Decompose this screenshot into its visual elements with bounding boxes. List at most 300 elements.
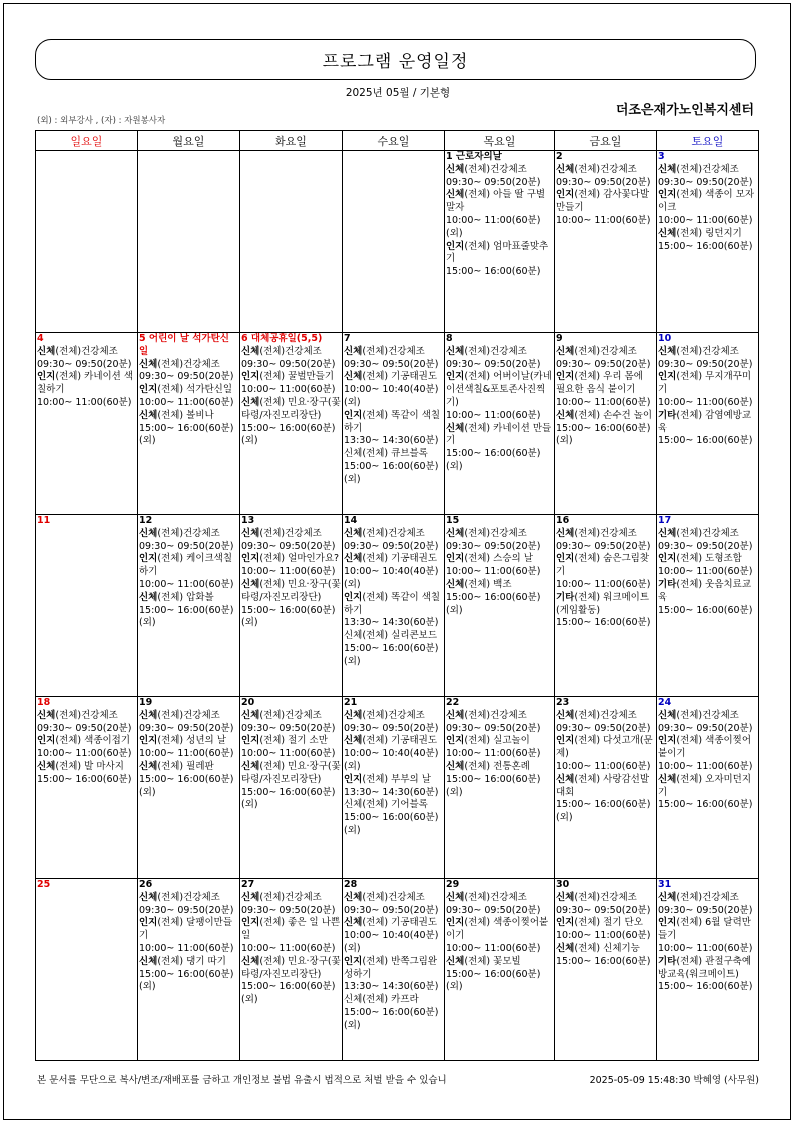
program-entry xyxy=(658,956,757,982)
program-entry xyxy=(556,761,655,774)
program-entry xyxy=(658,371,757,397)
program-detail: (전체)건강체조 xyxy=(259,527,322,539)
program-detail: (전체) 꿀벌만들기 xyxy=(259,371,335,383)
program-category: 신체 xyxy=(139,527,158,539)
program-category: 신체 xyxy=(446,891,465,903)
program-entry xyxy=(139,397,238,410)
program-entry xyxy=(446,553,553,566)
program-entry xyxy=(37,735,136,748)
program-entry xyxy=(344,956,443,982)
program-category: 신체 xyxy=(446,163,465,175)
program-entry xyxy=(446,969,553,995)
program-entry xyxy=(344,566,443,592)
program-entry xyxy=(446,774,553,800)
weekday-header: 금요일 xyxy=(555,131,657,151)
program-entry xyxy=(344,812,443,838)
program-entry xyxy=(139,892,238,905)
program-entry xyxy=(37,710,136,723)
program-entry xyxy=(446,410,553,423)
calendar-day-cell xyxy=(657,697,759,879)
program-detail: 13:30~ 14:30(60분) xyxy=(344,786,439,798)
program-detail: (전체) 기공태권도 xyxy=(362,553,438,565)
program-entry xyxy=(658,528,757,541)
program-entry xyxy=(139,605,238,631)
day-number: 31 xyxy=(658,879,672,890)
program-detail: (전체)건강체조 xyxy=(676,163,739,175)
program-entry xyxy=(658,917,757,943)
program-detail: (전체)건강체조 xyxy=(157,358,220,370)
program-detail: (전체) 실고놀이 xyxy=(464,735,530,747)
program-entry xyxy=(344,371,443,384)
program-detail: 09:30~ 09:50(20분) xyxy=(446,540,541,552)
program-entry xyxy=(37,774,136,787)
program-category: 기타 xyxy=(658,578,677,590)
program-category: 신체 xyxy=(556,345,575,357)
program-entry xyxy=(139,592,238,605)
program-entry xyxy=(344,435,443,448)
program-category: 인지 xyxy=(446,553,465,565)
calendar-day-cell xyxy=(445,151,555,333)
program-detail: 13:30~ 14:30(60분) xyxy=(344,981,439,993)
calendar-day-cell xyxy=(657,151,759,333)
program-entry xyxy=(344,643,443,669)
program-entry xyxy=(344,905,443,918)
program-detail: 15:00~ 16:00(60분)(외) xyxy=(241,422,336,447)
program-entry xyxy=(139,423,238,449)
day-number: 3 xyxy=(658,151,665,162)
program-detail: (전체) 숨은그림찾기 xyxy=(556,553,650,578)
program-detail: (전체) 색종이 모자이크 xyxy=(658,189,755,214)
program-entry xyxy=(139,528,238,541)
program-detail: (전체) 도형조합 xyxy=(676,553,742,565)
program-detail: 09:30~ 09:50(20분) xyxy=(658,176,753,188)
program-entry xyxy=(446,528,553,541)
day-number: 21 xyxy=(344,697,358,708)
program-entry xyxy=(658,943,757,956)
program-entry xyxy=(658,189,757,215)
program-detail: (전체) 전통혼례 xyxy=(464,760,530,772)
program-entry xyxy=(241,384,341,397)
program-entry xyxy=(241,943,341,956)
calendar-day-cell xyxy=(36,151,138,333)
program-detail: 10:00~ 11:00(60분) xyxy=(241,942,336,954)
page-title: 프로그램 운영일정 xyxy=(35,39,756,80)
program-detail: 15:00~ 16:00(60분)(외) xyxy=(344,812,439,836)
calendar-week-row xyxy=(36,879,759,1061)
program-detail: (전체) 똑같이 색칠하기 xyxy=(344,409,441,434)
program-entry xyxy=(139,943,238,956)
program-detail: (전체) 색종이찢어붙이기 xyxy=(658,735,752,760)
program-entry xyxy=(446,164,553,177)
program-category: 신체 xyxy=(344,527,363,539)
program-detail: 10:00~ 11:00(60분) xyxy=(556,578,651,590)
weekday-header: 화요일 xyxy=(240,131,343,151)
day-number: 15 xyxy=(446,515,460,526)
program-entry xyxy=(344,359,443,372)
calendar-day-cell xyxy=(555,515,657,697)
program-detail: (전체) 달팽이만들기 xyxy=(139,917,233,942)
program-detail: 10:00~ 11:00(60분) xyxy=(37,396,132,408)
program-detail: 10:00~ 11:00(60분) xyxy=(446,409,541,421)
program-entry xyxy=(446,566,553,579)
program-entry xyxy=(241,423,341,449)
program-detail: 15:00~ 16:00(60분)(외) xyxy=(139,422,234,447)
program-detail: (전체)건강체조 xyxy=(157,709,220,721)
program-detail: 10:00~ 10:40(40분)(외) xyxy=(344,930,439,954)
program-detail: 09:30~ 09:50(20분) xyxy=(344,722,439,734)
calendar-day-cell xyxy=(343,151,445,333)
program-entry xyxy=(139,956,238,969)
program-detail: (전체) 절기 소만 xyxy=(259,735,328,747)
program-entry xyxy=(556,215,655,228)
program-detail: 09:30~ 09:50(20분) xyxy=(556,540,651,552)
program-entry xyxy=(344,384,443,410)
program-detail: (전체) 카네이션 만들기 xyxy=(446,422,552,447)
day-number: 1 근로자의날 xyxy=(446,151,502,162)
program-detail: 09:30~ 09:50(20분) xyxy=(344,540,439,552)
calendar-day-cell xyxy=(138,151,240,333)
program-entry xyxy=(446,371,553,409)
program-entry xyxy=(446,177,553,190)
program-detail: 09:30~ 09:50(20분) xyxy=(446,176,541,188)
program-detail: 신체(전체) 카프라 xyxy=(344,994,419,1006)
program-detail: 10:00~ 11:00(60분) xyxy=(446,942,541,954)
program-category: 인지 xyxy=(556,553,575,565)
program-detail: (전체) 링던지기 xyxy=(676,227,742,239)
program-detail: (전체) 손수건 놀이 xyxy=(574,409,653,421)
program-detail: 10:00~ 11:00(60분) xyxy=(139,396,234,408)
program-detail: 15:00~ 16:00(60분) xyxy=(658,240,753,252)
program-category: 기타 xyxy=(658,955,677,967)
program-detail: 09:30~ 09:50(20분) xyxy=(344,358,439,370)
program-category: 신체 xyxy=(139,409,158,421)
program-detail: (전체) 스승의 날 xyxy=(464,553,533,565)
program-entry xyxy=(658,410,757,436)
day-number: 2 xyxy=(556,151,563,162)
program-detail: 09:30~ 09:50(20분) xyxy=(37,722,132,734)
program-detail: (전체) 절기 단오 xyxy=(574,917,643,929)
program-category: 신체 xyxy=(344,709,363,721)
day-number: 25 xyxy=(37,879,51,890)
day-number: 14 xyxy=(344,515,358,526)
weekday-header: 토요일 xyxy=(657,131,759,151)
program-detail: (전체) 워크메이트(게임활동) xyxy=(556,591,650,616)
program-detail: 10:00~ 11:00(60분) xyxy=(446,566,541,578)
day-number: 11 xyxy=(37,515,51,526)
calendar-day-cell xyxy=(138,697,240,879)
program-entry xyxy=(658,435,757,448)
program-category: 인지 xyxy=(556,189,575,201)
program-entry xyxy=(658,774,757,800)
program-category: 신체 xyxy=(241,345,260,357)
program-category: 신체 xyxy=(139,358,158,370)
program-entry xyxy=(556,189,655,215)
program-detail: 10:00~ 10:40(40분)(외) xyxy=(344,384,439,408)
program-detail: (전체)건강체조 xyxy=(574,163,637,175)
program-detail: 15:00~ 16:00(60분)(외) xyxy=(139,968,234,993)
program-category: 인지 xyxy=(37,735,56,747)
program-entry xyxy=(556,799,655,825)
program-category: 인지 xyxy=(241,917,260,929)
calendar-day-cell xyxy=(36,515,138,697)
program-detail: 10:00~ 11:00(60분) xyxy=(139,942,234,954)
program-entry xyxy=(241,553,341,566)
program-detail: 15:00~ 16:00(60분)(외) xyxy=(241,981,336,1006)
program-detail: (전체) 민요·장구(꽃타령/자진모리장단) xyxy=(241,955,341,980)
program-detail: 10:00~ 11:00(60분)(외) xyxy=(446,214,541,239)
program-entry xyxy=(446,592,553,618)
program-category: 신체 xyxy=(241,578,260,590)
program-category: 신체 xyxy=(37,709,56,721)
program-category: 신체 xyxy=(556,527,575,539)
program-entry xyxy=(556,710,655,723)
program-entry xyxy=(556,943,655,956)
program-detail: 09:30~ 09:50(20분) xyxy=(446,904,541,916)
program-entry xyxy=(658,241,757,254)
day-number: 30 xyxy=(556,879,570,890)
program-entry xyxy=(139,710,238,723)
program-entry xyxy=(344,892,443,905)
weekday-header: 목요일 xyxy=(445,131,555,151)
program-entry xyxy=(658,981,757,994)
program-detail: 10:00~ 11:00(60분) xyxy=(139,578,234,590)
day-number: 4 xyxy=(37,333,44,344)
program-category: 신체 xyxy=(139,760,158,772)
program-category: 신체 xyxy=(446,422,465,434)
program-entry xyxy=(139,579,238,592)
program-entry xyxy=(241,761,341,787)
program-entry xyxy=(241,905,341,918)
program-detail: 10:00~ 11:00(60분) xyxy=(556,760,651,772)
program-detail: 15:00~ 16:00(60분) xyxy=(658,604,753,616)
program-category: 신체 xyxy=(139,591,158,603)
program-detail: (전체) 석가탄신일 xyxy=(157,384,233,396)
program-detail: 신체(전체) 실리콘보드 xyxy=(344,630,438,642)
day-number: 19 xyxy=(139,697,153,708)
program-category: 신체 xyxy=(139,709,158,721)
program-detail: 10:00~ 11:00(60분) xyxy=(37,748,132,760)
calendar-day-cell xyxy=(138,879,240,1061)
program-entry xyxy=(556,592,655,618)
program-entry xyxy=(556,410,655,423)
program-detail: (전체) 케이크색칠하기 xyxy=(139,553,233,578)
program-entry xyxy=(344,748,443,774)
program-category: 신체 xyxy=(344,917,363,929)
program-entry xyxy=(556,917,655,930)
calendar-week-row xyxy=(36,333,759,515)
calendar-day-cell xyxy=(138,333,240,515)
program-detail: (전체) 신체기능 xyxy=(574,942,640,954)
program-detail: (전체) 관절구축예방교육(워크메이트) xyxy=(658,955,752,980)
calendar-day-cell xyxy=(36,879,138,1061)
program-detail: (전체)건강체조 xyxy=(464,891,527,903)
program-entry xyxy=(344,710,443,723)
day-number: 9 xyxy=(556,333,563,344)
program-entry xyxy=(344,787,443,800)
calendar-day-cell xyxy=(240,151,343,333)
program-detail: (전체) 기공태권도 xyxy=(362,371,438,383)
program-entry xyxy=(446,215,553,241)
program-detail: (전체) 꽃모빌 xyxy=(464,955,521,967)
calendar-day-cell xyxy=(240,879,343,1061)
program-entry xyxy=(446,761,553,774)
program-entry xyxy=(37,371,136,397)
day-number: 6 대체공휴일(5,5) xyxy=(241,333,323,344)
program-entry xyxy=(344,617,443,630)
calendar-day-cell xyxy=(343,515,445,697)
program-entry xyxy=(139,748,238,761)
program-entry xyxy=(139,774,238,800)
program-entry xyxy=(556,723,655,736)
calendar-day-cell xyxy=(555,151,657,333)
program-detail: 09:30~ 09:50(20분) xyxy=(658,904,753,916)
program-detail: 15:00~ 16:00(60분) xyxy=(658,799,753,811)
program-entry xyxy=(241,956,341,982)
weekday-header: 수요일 xyxy=(343,131,445,151)
day-number: 13 xyxy=(241,515,255,526)
program-detail: (전체) 성년의 날 xyxy=(157,735,226,747)
program-detail: (전체) 다섯고개(문제) xyxy=(556,735,653,760)
program-entry xyxy=(241,710,341,723)
program-category: 신체 xyxy=(139,891,158,903)
program-category: 신체 xyxy=(241,396,260,408)
program-detail: (전체) 댕기 따기 xyxy=(157,955,226,967)
program-entry xyxy=(556,956,655,969)
program-detail: (전체) 반쪽그림완성하기 xyxy=(344,955,438,980)
program-detail: 15:00~ 16:00(60분)(외) xyxy=(241,604,336,629)
program-detail: (전체) 감염예방교육 xyxy=(658,409,752,434)
program-category: 신체 xyxy=(446,189,465,201)
program-detail: (전체)건강체조 xyxy=(676,527,739,539)
program-detail: 09:30~ 09:50(20분) xyxy=(446,722,541,734)
program-detail: 15:00~ 16:00(60분)(외) xyxy=(344,642,439,667)
program-entry xyxy=(658,346,757,359)
program-detail: 09:30~ 09:50(20분) xyxy=(241,358,336,370)
program-category: 인지 xyxy=(446,917,465,929)
program-entry xyxy=(556,579,655,592)
day-number: 26 xyxy=(139,879,153,890)
program-category: 신체 xyxy=(241,709,260,721)
program-entry xyxy=(446,423,553,449)
program-entry xyxy=(446,241,553,267)
program-entry xyxy=(658,735,757,761)
program-entry xyxy=(556,164,655,177)
program-entry xyxy=(446,359,553,372)
program-detail: 15:00~ 16:00(60분)(외) xyxy=(241,786,336,811)
program-detail: 10:00~ 11:00(60분) xyxy=(241,748,336,760)
program-entry xyxy=(241,346,341,359)
day-number: 10 xyxy=(658,333,672,344)
program-category: 인지 xyxy=(556,917,575,929)
day-number: 20 xyxy=(241,697,255,708)
program-entry xyxy=(556,397,655,410)
program-detail: 09:30~ 09:50(20분) xyxy=(556,722,651,734)
program-category: 신체 xyxy=(139,955,158,967)
program-entry xyxy=(344,799,443,812)
program-entry xyxy=(556,892,655,905)
program-entry xyxy=(139,905,238,918)
program-entry xyxy=(556,553,655,579)
program-detail: (전체) 압화볼 xyxy=(157,591,214,603)
program-entry xyxy=(446,448,553,474)
program-detail: 10:00~ 11:00(60분) xyxy=(658,396,753,408)
program-detail: (전체)건강체조 xyxy=(574,527,637,539)
program-entry xyxy=(446,735,553,748)
calendar-day-cell xyxy=(445,515,555,697)
program-detail: 09:30~ 09:50(20분) xyxy=(556,358,651,370)
program-entry xyxy=(139,371,238,384)
program-entry xyxy=(344,723,443,736)
program-category: 인지 xyxy=(139,735,158,747)
program-entry xyxy=(658,723,757,736)
program-detail: (전체)건강체조 xyxy=(259,709,322,721)
program-detail: (전체) 우리 몸에 필요한 음식 붙이기 xyxy=(556,371,643,396)
program-category: 신체 xyxy=(658,709,677,721)
program-detail: 10:00~ 11:00(60분) xyxy=(658,566,753,578)
program-detail: (전체) 필레판 xyxy=(157,760,214,772)
program-entry xyxy=(344,735,443,748)
program-entry xyxy=(658,164,757,177)
program-entry xyxy=(446,710,553,723)
program-detail: (전체) 사랑감선발대회 xyxy=(556,773,650,798)
program-entry xyxy=(241,723,341,736)
program-category: 인지 xyxy=(241,735,260,747)
program-entry xyxy=(658,605,757,618)
program-detail: 신체(전체) 큐브블록 xyxy=(344,448,428,460)
program-detail: 10:00~ 11:00(60분) xyxy=(241,384,336,396)
program-detail: (전체) 백조 xyxy=(464,578,512,590)
program-detail: 09:30~ 09:50(20분) xyxy=(658,540,753,552)
program-category: 신체 xyxy=(658,527,677,539)
day-number: 24 xyxy=(658,697,672,708)
program-detail: 09:30~ 09:50(20분) xyxy=(556,904,651,916)
program-detail: 15:00~ 16:00(60분)(외) xyxy=(139,773,234,798)
program-category: 신체 xyxy=(344,891,363,903)
program-entry xyxy=(344,541,443,554)
day-number: 28 xyxy=(344,879,358,890)
program-category: 인지 xyxy=(658,553,677,565)
program-entry xyxy=(658,553,757,566)
program-entry xyxy=(658,397,757,410)
program-category: 신체 xyxy=(658,163,677,175)
program-category: 신체 xyxy=(37,345,56,357)
program-entry xyxy=(139,410,238,423)
program-detail: (전체)건강체조 xyxy=(362,709,425,721)
program-detail: 15:00~ 16:00(60분)(외) xyxy=(556,422,651,447)
day-number: 23 xyxy=(556,697,570,708)
program-detail: 10:00~ 11:00(60분) xyxy=(658,942,753,954)
program-category: 기타 xyxy=(556,591,575,603)
program-category: 인지 xyxy=(344,591,363,603)
program-entry xyxy=(139,541,238,554)
program-entry xyxy=(446,748,553,761)
program-entry xyxy=(139,969,238,995)
program-entry xyxy=(658,359,757,372)
program-detail: (전체)건강체조 xyxy=(574,709,637,721)
calendar-day-cell xyxy=(240,515,343,697)
program-detail: (전체) 카네이션 색칠하기 xyxy=(37,371,134,396)
program-detail: (전체)건강체조 xyxy=(259,891,322,903)
program-entry xyxy=(241,528,341,541)
program-entry xyxy=(446,723,553,736)
program-detail: (전체) 색종이찢어붙이기 xyxy=(446,917,549,942)
program-category: 인지 xyxy=(658,189,677,201)
program-entry xyxy=(446,346,553,359)
program-detail: 15:00~ 16:00(60분)(외) xyxy=(344,460,439,485)
program-detail: 09:30~ 09:50(20분) xyxy=(241,540,336,552)
program-detail: 10:00~ 11:00(60분) xyxy=(556,214,651,226)
program-entry xyxy=(241,605,341,631)
